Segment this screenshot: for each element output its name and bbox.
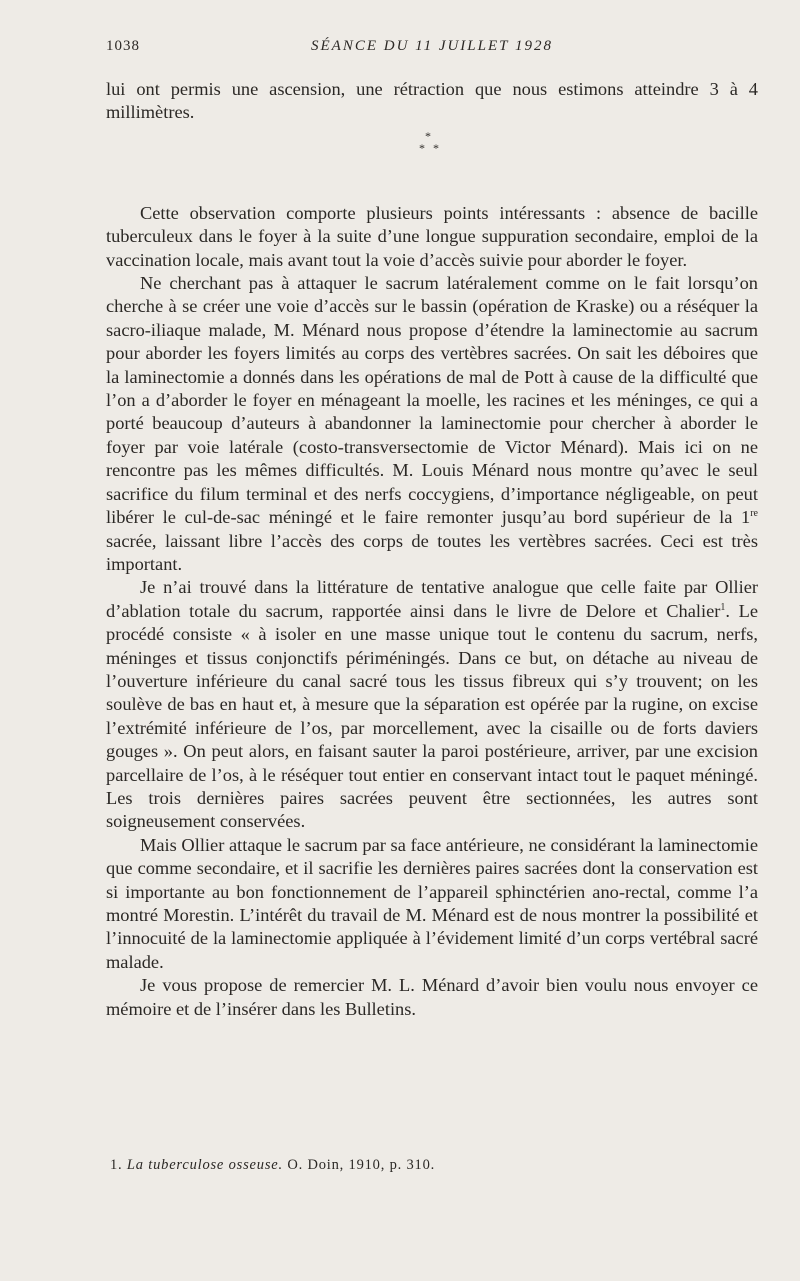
running-title: SÉANCE DU 11 JUILLET 1928: [311, 38, 553, 54]
paragraph-laminectomy-text: Ne cherchant pas à attaquer le sacrum latéralement comme on le fait lorsqu’on cherche à se créer une voie d’accès sur le bassin (opération de Kraske) ou a réséquer la sacro-iliaque malade, M. Ménard nous propose d’étendre la laminectomie au sacrum pour aborder les foyers limités au corps des vertèbres sacrées. On sait les déboires que la laminectomie a donnés dans les opérations de mal de Pott à cause de la difficulté que l’on a d’aborder le foyer en ménageant la moelle, les racines et les méninges, ce qui a porté beaucoup d’auteurs à abandonner la laminectomie pour chercher à aborder le foyer par voie latérale (costo-transversectomie de Victor Ménard). Mais ici on ne rencontre pas les mêmes difficultés. M. Louis Ménard nous montre qu’avec le seul sacrifice du filum terminal et des nerfs coccygiens, d’importance négligeable, on peut libérer le cul-de-sac méningé et le faire remonter jusqu’au bord supérieur de la 1: [106, 273, 758, 528]
paragraph-ollier: [106, 576, 758, 833]
footnote: [110, 1156, 750, 1174]
paragraph-laminectomy-tail: sacrée, laissant libre l’accès des corps de toutes les vertèbres sacrées. Ceci est très important.: [106, 530, 758, 574]
footnote-reference: 1: [720, 601, 726, 613]
page-number: 1038: [106, 38, 140, 54]
ordinal-superscript: re: [750, 507, 758, 519]
paragraph-ollier-critique: Mais Ollier attaque le sacrum par sa face antérieure, ne considérant la laminectomie que comme secondaire, et il sacrifie les dernières paires sacrées dont la conservation est si importante au bon fonctionnement de l’appareil sphinctérien ano-rectal, comme l’a montré Morestin. L’intérêt du travail de M. Ménard est de nous montrer la possibilité et l’innocuité de la laminectomie appliquée à l’évidement limité d’un corps vertébral sacré malade.: [106, 834, 758, 972]
paragraph-observation: Cette observation comporte plusieurs points intéressants : absence de bacille tuberculeux dans le foyer à la suite d’une longue suppuration secondaire, emploi de la vaccination locale, mais avant tout la voie d’accès suivie pour aborder le foyer.: [106, 202, 758, 270]
separator-star-top: *: [425, 128, 431, 143]
section-separator: [106, 125, 758, 202]
body-text: [106, 78, 758, 1021]
paragraph-conclusion: Je vous propose de remercier M. L. Ménard d’avoir bien voulu nous envoyer ce mémoire et de l’insérer dans les Bulletins.: [106, 975, 758, 1019]
separator-star-right: *: [433, 140, 439, 155]
paragraph-ollier-tail: . Le procédé consiste « à isoler en une masse unique tout le contenu du sacrum, nerfs, méninges et tissus conjonctifs périméningés. Dans ce but, on détache au niveau de l’ouverture inférieure du canal sacré tous les tissus fibreux qui s’y trouvent; on les soulève de bas en haut et, à mesure que la séparation est opérée par la rugine, on excise l’extrémité inférieure de l’os, par morcellement, avec la cisaille ou de forts daviers gouges ». On peut alors, en faisant sauter la paroi postérieure, arriver, par une excision parcellaire de l’os, à le réséquer tout entier en conservant intact tout le paquet méningé. Les trois dernières paires sacrées peuvent être sectionnées, les autres sont soigneusement conservées.: [106, 600, 759, 832]
paragraph-laminectomy: [106, 272, 758, 576]
paragraph-ollier-text: Je n’ai trouvé dans la littérature de tentative analogue que celle faite par Ollier d’ablation totale du sacrum, rapportée ainsi dans le livre de Delore et Chalier: [106, 577, 758, 621]
footnote-reference-text: O. Doin, 1910, p. 310.: [282, 1157, 436, 1173]
paragraph-continuation: lui ont permis une ascension, une rétraction que nous estimons atteindre 3 à 4 millimètres.: [106, 79, 758, 123]
page-header: [106, 38, 758, 60]
footnote-number: 1.: [110, 1157, 123, 1173]
separator-star-left: *: [419, 140, 425, 155]
footnote-title: La tuberculose osseuse.: [126, 1157, 283, 1173]
